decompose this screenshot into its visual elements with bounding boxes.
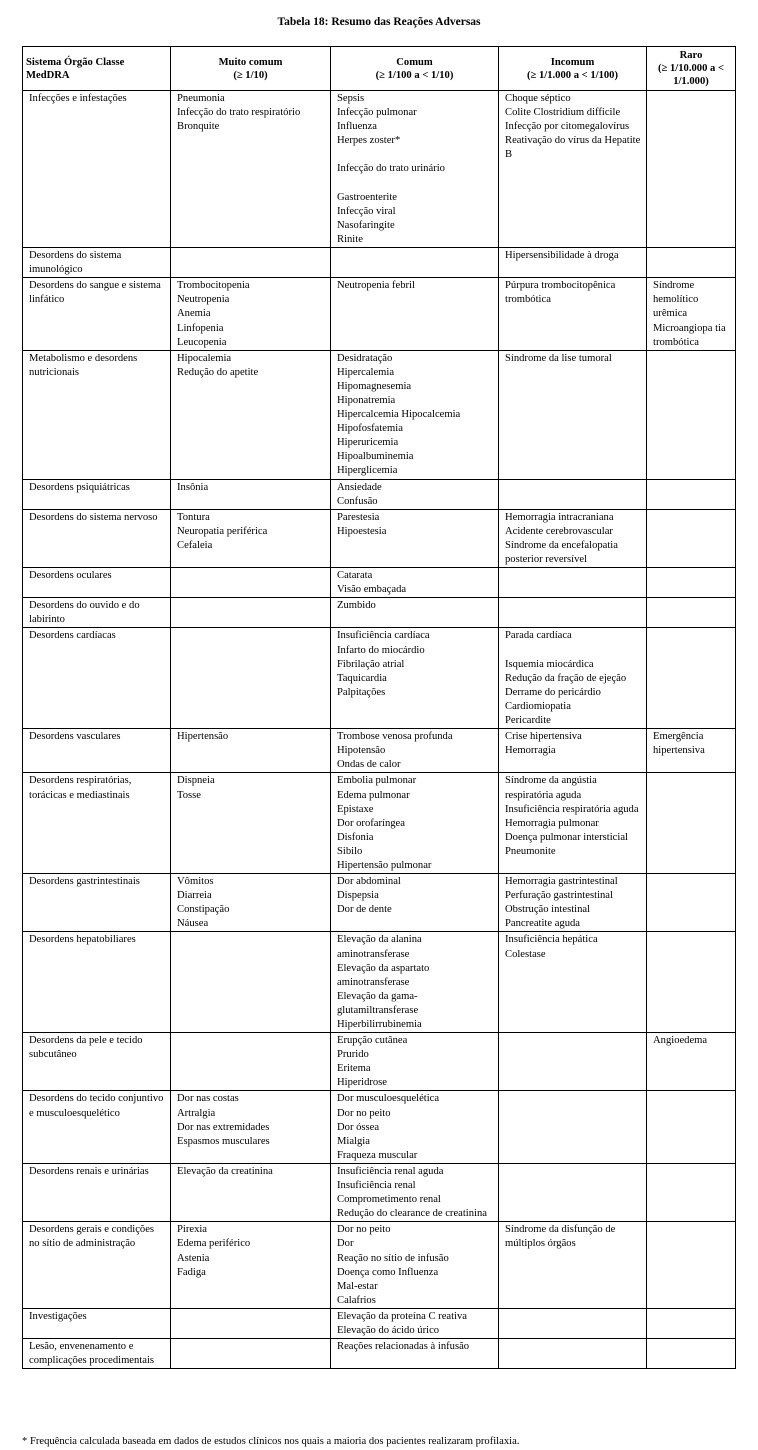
header-line-2: (≥ 1/10): [233, 69, 268, 81]
cell-very-common: [171, 91, 331, 248]
reaction-item: Vômitos: [177, 876, 214, 888]
reaction-item: Reações relacionadas à infusão: [337, 1341, 470, 1353]
reaction-item: Tontura: [177, 511, 210, 523]
table-row: [23, 509, 736, 567]
table-row: [23, 773, 736, 874]
reaction-item: Leucopenia: [177, 336, 227, 348]
reaction-item: Síndrome da angústia respiratória aguda: [505, 775, 597, 801]
reaction-item: [337, 148, 495, 162]
reaction-item: Hipertensão: [177, 731, 229, 743]
cell-rare: [647, 278, 736, 350]
cell-rare: [647, 1222, 736, 1309]
reaction-item: Insônia: [177, 481, 209, 493]
header-system-organ-class: [23, 47, 171, 91]
reaction-item: Ondas de calor: [337, 759, 401, 771]
reaction-item: Infecção do trato urinário: [337, 163, 445, 175]
reaction-item: Dor: [337, 1238, 354, 1250]
reaction-item: Insuficiência cardíaca: [337, 630, 430, 642]
table-row: [23, 1339, 736, 1369]
reaction-item: Fraqueza muscular: [337, 1149, 418, 1161]
cell-uncommon: [499, 1308, 647, 1338]
cell-rare: [647, 479, 736, 509]
header-line-1: Raro: [679, 50, 703, 61]
reaction-item: Síndrome hemolítico urêmica: [653, 280, 699, 320]
header-line-2: (≥ 1/1.000 a < 1/100): [526, 69, 618, 81]
reaction-item: Gastroenterite: [337, 191, 398, 203]
cell-rare: [647, 509, 736, 567]
reaction-item: Insuficiência respiratória aguda: [505, 803, 639, 815]
reaction-item: Espasmos musculares: [177, 1135, 270, 1147]
cell-uncommon: [499, 628, 647, 729]
reaction-item: Microangiopa tia trombótica: [653, 322, 726, 348]
reaction-item: Infecção pulmonar: [337, 107, 417, 119]
cell-common: [331, 1163, 499, 1221]
cell-very-common: [171, 598, 331, 628]
reaction-item: Hiperglicemia: [337, 465, 398, 477]
cell-very-common: [171, 773, 331, 874]
cell-system-organ-class: Desordens do ouvido e do labirinto: [23, 598, 171, 628]
reaction-item: Cardiomiopatia: [505, 700, 571, 712]
reaction-item: Acidente cerebrovascular: [505, 525, 613, 537]
reaction-item: Elevação da gama-glutamiltransferase: [337, 990, 419, 1016]
reaction-item: Embolia pulmonar: [337, 775, 417, 787]
reaction-item: Cefaleia: [177, 539, 213, 551]
cell-rare: [647, 248, 736, 278]
cell-system-organ-class: Desordens cardíacas: [23, 628, 171, 729]
table-row: [23, 729, 736, 773]
cell-uncommon: [499, 598, 647, 628]
cell-rare: [647, 1091, 736, 1163]
cell-system-organ-class: Desordens gerais e condições no sítio de administração: [23, 1222, 171, 1309]
table-body: [23, 91, 736, 1369]
cell-common: [331, 1222, 499, 1309]
cell-system-organ-class: Desordens respiratórias, torácicas e mediastinais: [23, 773, 171, 874]
reaction-item: Crise hipertensiva: [505, 731, 582, 743]
reaction-item: Dor nas extremidades: [177, 1121, 270, 1133]
cell-system-organ-class: Infecções e infestações: [23, 91, 171, 248]
reaction-item: Angioedema: [653, 1035, 708, 1047]
cell-common: [331, 932, 499, 1033]
cell-rare: [647, 628, 736, 729]
header-rare: [647, 47, 736, 91]
reaction-item: Confusão: [337, 495, 378, 507]
cell-very-common: [171, 479, 331, 509]
adverse-reactions-table: [22, 46, 736, 1369]
cell-uncommon: [499, 278, 647, 350]
reaction-item: Derrame do pericárdio: [505, 686, 601, 698]
reaction-item: [505, 644, 643, 658]
cell-system-organ-class: Desordens gastrintestinais: [23, 874, 171, 932]
reaction-item: Pneumonite: [505, 845, 556, 857]
reaction-item: Dor de dente: [337, 904, 392, 916]
cell-system-organ-class: Desordens do sangue e sistema linfático: [23, 278, 171, 350]
reaction-item: Perfuração gastrintestinal: [505, 890, 613, 902]
table-row: [23, 568, 736, 598]
reaction-item: Zumbido: [337, 600, 376, 612]
cell-rare: [647, 729, 736, 773]
reaction-item: Pneumonia: [177, 93, 225, 104]
table-row: [23, 1163, 736, 1221]
cell-very-common: [171, 932, 331, 1033]
reaction-item: Neuropatia periférica: [177, 525, 268, 537]
table-row: [23, 1091, 736, 1163]
cell-common: [331, 568, 499, 598]
cell-uncommon: [499, 350, 647, 479]
cell-common: [331, 1033, 499, 1091]
reaction-item: Hemorragia intracraniana: [505, 511, 614, 523]
cell-common: [331, 598, 499, 628]
cell-system-organ-class: Desordens do sistema imunológico: [23, 248, 171, 278]
reaction-item: Hipotensão: [337, 745, 386, 757]
cell-very-common: [171, 874, 331, 932]
cell-very-common: [171, 278, 331, 350]
reaction-item: Hiperidrose: [337, 1077, 388, 1089]
reaction-item: Fibrilação atrial: [337, 658, 405, 670]
reaction-item: Emergência hipertensiva: [653, 731, 705, 757]
cell-rare: [647, 91, 736, 248]
table-title: Tabela 18: Resumo das Reações Adversas: [277, 16, 481, 28]
reaction-item: Parada cardíaca: [505, 630, 572, 642]
reaction-item: Elevação do ácido úrico: [337, 1324, 440, 1336]
reaction-item: Pirexia: [177, 1224, 208, 1236]
cell-system-organ-class: Lesão, envenenamento e complicações procedimentais: [23, 1339, 171, 1369]
cell-rare: [647, 773, 736, 874]
table-row: [23, 248, 736, 278]
reaction-item: Dor óssea: [337, 1121, 380, 1133]
cell-very-common: [171, 248, 331, 278]
reaction-item: Hemorragia: [505, 745, 556, 757]
reaction-item: Sepsis: [337, 93, 365, 104]
cell-common: [331, 479, 499, 509]
reaction-item: Hiperuricemia: [337, 437, 399, 449]
cell-very-common: [171, 729, 331, 773]
reaction-item: Visão embaçada: [337, 584, 407, 596]
cell-common: [331, 278, 499, 350]
reaction-item: Hemorragia gastrintestinal: [505, 876, 618, 888]
cell-very-common: [171, 1339, 331, 1369]
reaction-item: Rinite: [337, 233, 363, 245]
cell-uncommon: [499, 1163, 647, 1221]
reaction-item: Insuficiência renal aguda: [337, 1165, 444, 1177]
reaction-item: Elevação da alanina aminotransferase: [337, 934, 422, 960]
cell-common: [331, 1339, 499, 1369]
table-row: [23, 874, 736, 932]
reaction-item: Infarto do miocárdio: [337, 644, 425, 656]
table-row: [23, 479, 736, 509]
reaction-item: Síndrome da disfunção de múltiplos órgãos: [505, 1224, 616, 1250]
reaction-item: Colestase: [505, 948, 546, 960]
reaction-item: Dispepsia: [337, 890, 379, 902]
reaction-item: Disfonia: [337, 831, 374, 843]
cell-common: [331, 874, 499, 932]
reaction-item: Insuficiência renal: [337, 1180, 416, 1192]
reaction-item: Edema pulmonar: [337, 789, 410, 801]
reaction-item: Infecção do trato respiratório: [177, 107, 301, 119]
cell-common: [331, 1091, 499, 1163]
reaction-item: Ansiedade: [337, 481, 382, 493]
reaction-item: Obstrução intestinal: [505, 904, 591, 916]
reaction-item: Neutropenia: [177, 294, 230, 306]
cell-system-organ-class: Desordens da pele e tecido subcutâneo: [23, 1033, 171, 1091]
cell-very-common: [171, 1033, 331, 1091]
cell-uncommon: [499, 248, 647, 278]
cell-rare: [647, 1308, 736, 1338]
cell-uncommon: [499, 1339, 647, 1369]
cell-common: [331, 628, 499, 729]
cell-common: [331, 350, 499, 479]
reaction-item: Influenza: [337, 121, 377, 133]
cell-uncommon: [499, 874, 647, 932]
cell-system-organ-class: Desordens do sistema nervoso: [23, 509, 171, 567]
reaction-item: Colite Clostridium difficile: [505, 107, 621, 119]
cell-rare: [647, 1163, 736, 1221]
reaction-item: Hipoalbuminemia: [337, 451, 414, 463]
reaction-item: Trombocitopenia: [177, 280, 250, 292]
cell-uncommon: [499, 773, 647, 874]
reaction-item: Doença como Influenza: [337, 1266, 439, 1278]
reaction-item: Dor abdominal: [337, 876, 401, 888]
reaction-item: Hipersensibilidade à droga: [505, 250, 619, 262]
header-common: [331, 47, 499, 91]
reaction-item: Taquicardia: [337, 672, 387, 684]
reaction-item: Comprometimento renal: [337, 1194, 441, 1206]
reaction-item: Síndrome da encefalopatia posterior reversível: [505, 539, 618, 565]
reaction-item: Síndrome da lise tumoral: [505, 352, 612, 364]
reaction-item: Infecção viral: [337, 205, 396, 217]
cell-uncommon: [499, 1033, 647, 1091]
cell-very-common: [171, 568, 331, 598]
reaction-item: Herpes zoster*: [337, 135, 401, 147]
cell-very-common: [171, 509, 331, 567]
cell-uncommon: [499, 568, 647, 598]
reaction-item: Sibilo: [337, 845, 363, 857]
header-very-common: [171, 47, 331, 91]
table-row: [23, 628, 736, 729]
cell-uncommon: [499, 1091, 647, 1163]
reaction-item: Desidratação: [337, 352, 393, 364]
reaction-item: Epistaxe: [337, 803, 374, 815]
reaction-item: Náusea: [177, 918, 209, 930]
reaction-item: Elevação da aspartato aminotransferase: [337, 962, 430, 988]
cell-rare: [647, 1033, 736, 1091]
reaction-item: Prurido: [337, 1049, 369, 1061]
reaction-item: Hipertensão pulmonar: [337, 859, 432, 871]
reaction-item: Artralgia: [177, 1107, 216, 1119]
reaction-item: Bronquite: [177, 121, 220, 133]
cell-common: [331, 91, 499, 248]
reaction-item: Hipercalcemia Hipocalcemia: [337, 409, 461, 421]
cell-rare: [647, 932, 736, 1033]
reaction-item: Linfopenia: [177, 322, 224, 334]
reaction-item: Reação no sítio de infusão: [337, 1252, 449, 1264]
header-line-1: Incomum: [550, 56, 595, 68]
cell-common: [331, 773, 499, 874]
cell-very-common: [171, 628, 331, 729]
reaction-item: [337, 177, 495, 191]
reaction-item: Trombose venosa profunda: [337, 731, 453, 743]
reaction-item: Redução da fração de ejeção: [505, 672, 627, 684]
reaction-item: Catarata: [337, 570, 373, 582]
reaction-item: Dor no peito: [337, 1224, 391, 1236]
header-line-2: (≥ 1/10.000 a < 1/1.000): [658, 63, 724, 87]
reaction-item: Dor nas costas: [177, 1093, 239, 1105]
cell-rare: [647, 874, 736, 932]
cell-system-organ-class: Desordens renais e urinárias: [23, 1163, 171, 1221]
reaction-item: Constipação: [177, 904, 230, 916]
table-row: [23, 278, 736, 350]
reaction-item: Choque séptico: [505, 93, 571, 104]
cell-common: [331, 729, 499, 773]
reaction-item: Insuficiência hepática: [505, 934, 598, 946]
cell-uncommon: [499, 729, 647, 773]
reaction-item: Dispneia: [177, 775, 215, 787]
cell-very-common: [171, 1308, 331, 1338]
cell-uncommon: [499, 479, 647, 509]
cell-system-organ-class: Investigações: [23, 1308, 171, 1338]
reaction-item: Parestesia: [337, 511, 380, 523]
reaction-item: Hiperbilirrubinemia: [337, 1019, 422, 1030]
reaction-item: Hipocalemia: [177, 352, 232, 364]
cell-rare: [647, 568, 736, 598]
reaction-item: Elevação da proteína C reativa: [337, 1310, 468, 1322]
reaction-item: Erupção cutânea: [337, 1035, 408, 1047]
cell-common: [331, 248, 499, 278]
reaction-item: Anemia: [177, 308, 211, 320]
reaction-item: Hipomagnesemia: [337, 380, 412, 392]
cell-uncommon: [499, 932, 647, 1033]
cell-system-organ-class: Desordens oculares: [23, 568, 171, 598]
reaction-item: Hipercalemia: [337, 366, 395, 378]
reaction-item: Neutropenia febril: [337, 280, 415, 292]
reaction-item: Edema periférico: [177, 1238, 251, 1250]
cell-rare: [647, 598, 736, 628]
table-row: [23, 1308, 736, 1338]
reaction-item: Isquemia miocárdica: [505, 658, 594, 670]
table-header-row: [23, 47, 736, 91]
reaction-item: Mialgia: [337, 1135, 370, 1147]
reaction-item: Hemorragia pulmonar: [505, 817, 599, 829]
reaction-item: Nasofaringite: [337, 219, 395, 231]
cell-uncommon: [499, 1222, 647, 1309]
reaction-item: Dor orofaríngea: [337, 817, 405, 829]
cell-system-organ-class: Metabolismo e desordens nutricionais: [23, 350, 171, 479]
reaction-item: Doença pulmonar intersticial: [505, 831, 628, 843]
reaction-item: Infecção por citomegalovírus: [505, 121, 630, 133]
cell-system-organ-class: Desordens do tecido conjuntivo e musculoesquelético: [23, 1091, 171, 1163]
cell-very-common: [171, 1091, 331, 1163]
cell-system-organ-class: Desordens vasculares: [23, 729, 171, 773]
reaction-item: Fadiga: [177, 1266, 206, 1278]
reaction-item: Dor musculoesquelética: [337, 1093, 440, 1105]
reaction-item: Reativação do vírus da Hepatite B: [505, 135, 641, 161]
table-row: [23, 598, 736, 628]
cell-very-common: [171, 1163, 331, 1221]
reaction-item: Elevação da creatinina: [177, 1165, 273, 1177]
cell-uncommon: [499, 91, 647, 248]
table-row: [23, 350, 736, 479]
reaction-item: Dor no peito: [337, 1107, 391, 1119]
cell-very-common: [171, 1222, 331, 1309]
header-line-2: MedDRA: [26, 69, 70, 81]
table-row: [23, 932, 736, 1033]
footnote: * Frequência calculada baseada em dados de estudos clínicos nos quais a maioria dos pacientes realizaram profilaxia.: [22, 1436, 520, 1447]
reaction-item: Pancreatite aguda: [505, 918, 580, 930]
cell-rare: [647, 350, 736, 479]
reaction-item: Astenia: [177, 1252, 210, 1264]
cell-common: [331, 1308, 499, 1338]
cell-uncommon: [499, 509, 647, 567]
reaction-item: Mal-estar: [337, 1280, 378, 1292]
header-line-1: Muito comum: [218, 56, 283, 68]
cell-system-organ-class: Desordens hepatobiliares: [23, 932, 171, 1033]
cell-rare: [647, 1339, 736, 1369]
reaction-item: Tosse: [177, 789, 201, 801]
reaction-item: Púrpura trombocitopênica trombótica: [505, 280, 616, 306]
cell-very-common: [171, 350, 331, 479]
reaction-item: Hipoestesia: [337, 525, 387, 537]
header-uncommon: [499, 47, 647, 91]
header-line-1: Sistema Órgão Classe: [26, 56, 125, 68]
reaction-item: Redução do apetite: [177, 366, 259, 378]
reaction-item: Hiponatremia: [337, 394, 396, 406]
reaction-item: Redução do clearance de creatinina: [337, 1208, 487, 1220]
cell-system-organ-class: Desordens psiquiátricas: [23, 479, 171, 509]
reaction-item: Pericardite: [505, 715, 551, 727]
reaction-item: Calafrios: [337, 1294, 376, 1306]
table-row: [23, 91, 736, 248]
cell-common: [331, 509, 499, 567]
table-row: [23, 1033, 736, 1091]
reaction-item: Diarreia: [177, 890, 212, 902]
reaction-item: Eritema: [337, 1063, 371, 1075]
reaction-item: Hipofosfatemia: [337, 423, 403, 435]
reaction-item: Palpitações: [337, 686, 386, 698]
header-line-1: Comum: [396, 56, 433, 68]
header-line-2: (≥ 1/100 a < 1/10): [375, 69, 454, 81]
table-row: [23, 1222, 736, 1309]
